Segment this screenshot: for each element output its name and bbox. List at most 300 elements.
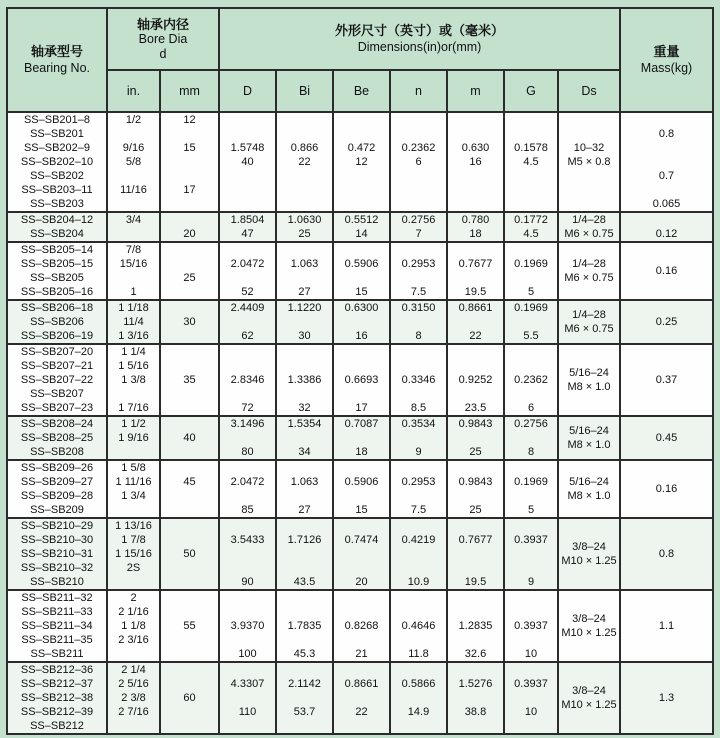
value [559,169,619,183]
value: 1.7126 [287,534,322,546]
value: M10 × 1.25 [561,555,617,567]
value [220,127,275,141]
value [448,315,503,329]
value [621,113,712,127]
value: 38.8 [464,706,487,718]
col-bore-in [108,417,161,459]
col-dim-D [220,213,277,241]
value [505,591,557,605]
value [161,243,218,257]
value [334,113,389,127]
value: 0.1578 [514,142,548,154]
value [220,183,275,197]
bearing-group-6 [8,417,712,461]
bearing-model: SS–SB206 [30,316,84,328]
col-dim-D [220,113,277,211]
value [108,169,159,183]
value: 1/2 [125,114,142,126]
value [448,605,503,619]
value: 45.3 [293,648,316,660]
value: 0.866 [290,142,319,154]
value: 5/16–24 [569,476,609,488]
value [161,257,218,271]
value: 0.12 [655,228,678,240]
value [448,719,503,733]
value: 1.3 [658,692,675,704]
col-dim-Ds [559,301,621,343]
value: 3.5433 [230,534,265,546]
value: 19.5 [464,286,487,298]
value [334,431,389,445]
bearing-group-7 [8,461,712,519]
subheader-Be: Be [334,71,391,111]
col-dim-Bi [277,345,334,415]
subheader-n: n [391,71,448,111]
value: 1 11/16 [115,476,152,488]
col-bearing-no [8,461,108,517]
value [505,489,557,503]
value: 0.5906 [344,476,379,488]
col-bore-mm [161,519,220,589]
table-header [8,9,712,113]
value: 30 [298,330,311,342]
col-dim-Ds [559,591,621,661]
value [277,197,332,211]
value [277,431,332,445]
value: 1/4–28 [572,214,606,226]
col-dim-D [220,243,277,299]
value [277,489,332,503]
value: 100 [238,648,257,660]
value: 25 [469,504,482,516]
value: 1/4–28 [572,309,606,321]
bearing-model: SS–SB212–37 [20,678,94,690]
value [220,519,275,533]
header-mass-zh: 重量 [653,44,680,59]
bearing-group-5 [8,345,712,417]
value: 0.065 [652,198,681,210]
value: 0.3150 [401,302,436,314]
col-dim-n [391,213,448,241]
value: 8.5 [410,402,427,414]
bearing-model: SS–SB204 [30,228,84,240]
value [505,359,557,373]
bearing-model: SS–SB202–10 [20,156,94,168]
value: 17 [183,184,196,196]
subheader-G: G [505,71,559,111]
value [277,387,332,401]
value [108,197,159,211]
value [277,633,332,647]
col-mass [621,213,712,241]
value [277,719,332,733]
bearing-model: SS–SB207–22 [20,374,94,386]
bearing-group-10 [8,663,712,733]
value [391,719,446,733]
value [505,113,557,127]
value [448,113,503,127]
value [391,127,446,141]
value [505,663,557,677]
value [220,169,275,183]
col-bore-mm [161,461,220,517]
bearing-group-4 [8,301,712,345]
value: 0.9252 [458,374,493,386]
value [277,169,332,183]
value: 17 [355,402,368,414]
value: 11/4 [123,316,144,328]
value [505,719,557,733]
bearing-model: SS–SB206–19 [20,330,94,342]
value [161,677,218,691]
value [161,663,218,677]
col-dim-D [220,345,277,415]
col-bore-mm [161,243,220,299]
col-dim-m [448,301,505,343]
header-mass [621,9,712,111]
value: 30 [183,316,196,328]
value [334,271,389,285]
value: 9 [415,446,422,458]
value: 1.063 [290,476,319,488]
value [108,719,159,733]
value [161,127,218,141]
value [334,461,389,475]
col-dim-D [220,461,277,517]
value: 1 13/16 [115,520,152,532]
value [161,155,218,169]
col-dim-Be [334,213,391,241]
value [161,503,218,517]
value [391,113,446,127]
col-bore-in [108,461,161,517]
bearing-spec-table [6,7,714,735]
value: 7.5 [410,504,427,516]
value: 5/16–24 [569,425,609,437]
value: 55 [183,620,196,632]
value: 2.4409 [230,302,265,314]
bearing-model: SS–SB207 [30,388,84,400]
col-dim-Bi [277,417,334,459]
col-mass [621,519,712,589]
value: 1 5/16 [118,360,149,372]
value [334,169,389,183]
value: 32 [298,402,311,414]
value: 0.9843 [458,476,493,488]
value [334,633,389,647]
value [220,561,275,575]
value [448,431,503,445]
bearing-model: SS–SB201 [30,128,84,140]
col-dim-D [220,417,277,459]
value [277,243,332,257]
value [220,387,275,401]
bearing-model: SS–SB208 [30,446,84,458]
value: 0.8661 [458,302,493,314]
value: 2.0472 [230,476,265,488]
value [391,605,446,619]
col-dim-G [505,213,559,241]
col-bore-mm [161,417,220,459]
col-bore-in [108,213,161,241]
value: M6 × 0.75 [564,323,614,335]
bearing-model: SS–SB211 [30,648,84,660]
value: 1 3/8 [121,374,146,386]
value [277,127,332,141]
value: 1 1/4 [121,346,146,358]
value: 0.1969 [514,476,548,488]
value [161,633,218,647]
value [108,387,159,401]
header-bore-symbol: d [159,46,167,61]
col-dim-Bi [277,519,334,589]
value: 0.1772 [514,214,548,226]
value [108,647,159,661]
value: 1.3386 [287,374,322,386]
value: 27 [298,286,311,298]
value: 1 1/18 [118,302,149,314]
value: 2 7/16 [118,706,149,718]
value [505,127,557,141]
value [161,605,218,619]
value [220,315,275,329]
value: M6 × 0.75 [564,228,614,240]
value: 85 [241,504,254,516]
col-dim-Ds [559,113,621,211]
value [505,315,557,329]
bearing-model: SS–SB209–27 [20,476,94,488]
col-dim-Bi [277,113,334,211]
col-dim-m [448,213,505,241]
header-dimensions-zh: 外形尺寸（英寸）或（毫米） [334,23,504,38]
col-dim-Bi [277,213,334,241]
value: 15 [355,504,368,516]
value: 0.5866 [401,678,436,690]
value: 1.2835 [458,620,493,632]
bearing-model: SS–SB211–35 [21,634,93,646]
value [391,461,446,475]
value [220,489,275,503]
col-dim-m [448,345,505,415]
col-dim-Ds [559,213,621,241]
bearing-model: SS–SB203 [30,198,84,210]
value [448,489,503,503]
header-bore-en: Bore Dia [138,31,188,46]
bearing-model: SS–SB205–15 [20,258,94,270]
col-bearing-no [8,519,108,589]
value [505,633,557,647]
value [161,213,218,227]
value [334,547,389,561]
value [448,127,503,141]
col-dim-Ds [559,519,621,589]
bearing-model: SS–SB212–39 [20,706,94,718]
bearing-model: SS–SB210 [30,576,84,588]
value [559,197,619,211]
header-bearing-no-zh: 轴承型号 [30,44,83,59]
value [277,183,332,197]
col-dim-Be [334,519,391,589]
value [334,489,389,503]
value [108,503,159,517]
value: 0.7087 [344,418,379,430]
value: 8 [527,446,535,458]
value [277,113,332,127]
value [334,663,389,677]
col-bearing-no [8,213,108,241]
bearing-model: SS–SB205 [30,272,84,284]
value [505,271,557,285]
value [334,605,389,619]
col-bearing-no [8,591,108,661]
value [334,519,389,533]
col-mass [621,345,712,415]
value [621,183,712,197]
value: 1 7/16 [118,402,149,414]
value [391,519,446,533]
col-dim-Be [334,461,391,517]
value: 3.1496 [230,418,265,430]
col-dim-Bi [277,243,334,299]
bearing-model: SS–SB207–20 [20,346,94,358]
col-dim-G [505,461,559,517]
value [505,387,557,401]
value [220,345,275,359]
value: M8 × 1.0 [567,381,611,393]
value [334,719,389,733]
value: 16 [355,330,368,342]
value: 0.2953 [401,476,436,488]
value: 0.5906 [344,258,379,270]
value: 3/8–24 [572,613,606,625]
value [391,489,446,503]
value: 2 1/16 [118,606,149,618]
value [334,591,389,605]
value: 0.16 [655,483,678,495]
col-bore-mm [161,113,220,211]
value: 3/4 [125,214,142,226]
value: 21 [355,648,368,660]
value [505,605,557,619]
value [161,417,218,431]
value: 2.1142 [288,678,321,690]
value: 0.2362 [514,374,548,386]
bearing-model: SS–SB206–18 [20,302,94,314]
value: 40 [241,156,254,168]
value: 8 [415,330,422,342]
value [559,183,619,197]
value: 22 [298,156,311,168]
value: 60 [183,692,196,704]
subheader-mm: mm [161,71,220,111]
value [505,519,557,533]
col-dim-Bi [277,301,334,343]
value [334,359,389,373]
value [220,633,275,647]
value: 15/16 [119,258,148,270]
value: 15 [355,286,368,298]
col-dim-Be [334,345,391,415]
value: 2 3/8 [121,692,146,704]
value: 0.3937 [514,620,548,632]
value: 1 5/8 [121,462,146,474]
col-dim-Ds [559,345,621,415]
value [220,461,275,475]
bearing-model: SS–SB202–9 [23,142,91,154]
col-dim-Be [334,417,391,459]
value: 1.7835 [287,620,322,632]
value [621,155,712,169]
value: 0.8 [658,548,675,560]
value: 1 [130,286,137,298]
value: 16 [469,156,482,168]
value [621,213,712,227]
col-dim-G [505,591,559,661]
value [334,561,389,575]
value [505,183,557,197]
col-dim-n [391,591,448,661]
value [334,197,389,211]
bearing-model: SS–SB211–32 [21,592,93,604]
value: 14 [355,228,368,240]
value: 1.1220 [287,302,322,314]
value [277,547,332,561]
value [161,169,218,183]
value: 0.37 [655,374,678,386]
value: 2.0472 [230,258,265,270]
col-dim-n [391,417,448,459]
col-bore-in [108,113,161,211]
value: 5/16–24 [569,367,609,379]
value [277,359,332,373]
col-bore-in [108,663,161,733]
value: 0.6300 [344,302,379,314]
value [161,285,218,299]
value: 0.7677 [458,534,493,546]
value: 3/8–24 [572,541,606,553]
value [448,169,503,183]
col-dim-m [448,519,505,589]
value [391,271,446,285]
value [505,691,557,705]
value: 1 3/16 [118,330,149,342]
value: 5.5 [523,330,539,342]
col-mass [621,461,712,517]
col-mass [621,663,712,733]
col-dim-n [391,663,448,733]
value: 0.9843 [458,418,493,430]
value: M8 × 1.0 [567,490,611,502]
value [621,141,712,155]
col-dim-m [448,417,505,459]
bearing-model: SS–SB212–36 [20,664,94,676]
subheader-in: in. [108,71,161,111]
col-bearing-no [8,243,108,299]
bearing-model: SS–SB210–31 [20,548,94,560]
value [448,387,503,401]
value [277,605,332,619]
value [505,431,557,445]
value [277,315,332,329]
col-dim-m [448,243,505,299]
value [161,719,218,733]
value: 2 5/16 [118,678,149,690]
value: 5 [527,286,535,298]
value [277,345,332,359]
value [220,197,275,211]
col-dim-D [220,301,277,343]
value: 10 [524,706,538,718]
